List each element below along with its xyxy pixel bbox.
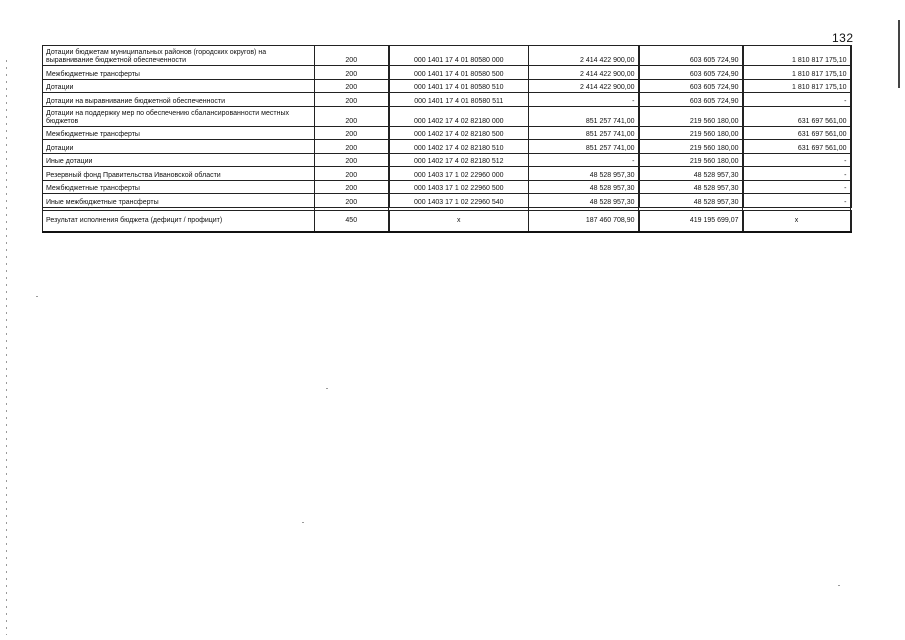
- row-kbk-cell: 000 1401 17 4 01 80580 000: [389, 46, 529, 66]
- row-kbk-cell: 000 1402 17 4 02 82180 510: [389, 140, 529, 154]
- row-approved-cell: 851 257 741,00: [529, 126, 639, 140]
- row-unexecuted-cell: 631 697 561,00: [743, 106, 851, 126]
- table-row: [43, 167, 851, 181]
- row-unexecuted-cell: -: [743, 180, 851, 194]
- row-name-cell: Дотации на поддержку мер по обеспечению сбалансированности местных бюджетов: [43, 106, 315, 126]
- row-unexecuted-cell: 1 810 817 175,10: [743, 66, 851, 80]
- scan-left-edge: [6, 60, 7, 635]
- total-executed-cell: 419 195 699,07: [639, 210, 743, 232]
- row-code-cell: 200: [315, 106, 389, 126]
- row-code-cell: 200: [315, 126, 389, 140]
- row-name-cell: Иные дотации: [43, 153, 315, 167]
- total-row: [43, 210, 851, 232]
- row-name-cell: Межбюджетные трансферты: [43, 126, 315, 140]
- scan-right-edge: [898, 20, 900, 88]
- page-number: 132: [832, 31, 854, 45]
- row-approved-cell: 48 528 957,30: [529, 194, 639, 208]
- row-unexecuted-cell: -: [743, 194, 851, 208]
- budget-execution-table: [42, 45, 852, 233]
- table-row: [43, 180, 851, 194]
- row-unexecuted-cell: -: [743, 93, 851, 107]
- scan-speck: [326, 388, 328, 389]
- row-kbk-cell: 000 1403 17 1 02 22960 000: [389, 167, 529, 181]
- row-name-cell: Резервный фонд Правительства Ивановской области: [43, 167, 315, 181]
- row-name-cell: Дотации: [43, 140, 315, 154]
- table-row: [43, 153, 851, 167]
- table-row: [43, 194, 851, 208]
- table-row: [43, 106, 851, 126]
- row-executed-cell: 603 605 724,90: [639, 66, 743, 80]
- row-executed-cell: 48 528 957,30: [639, 167, 743, 181]
- row-unexecuted-cell: -: [743, 167, 851, 181]
- row-approved-cell: 2 414 422 900,00: [529, 46, 639, 66]
- row-executed-cell: 603 605 724,90: [639, 79, 743, 93]
- row-name-cell: Иные межбюджетные трансферты: [43, 194, 315, 208]
- row-approved-cell: 48 528 957,30: [529, 167, 639, 181]
- row-executed-cell: 603 605 724,90: [639, 46, 743, 66]
- row-approved-cell: 2 414 422 900,00: [529, 66, 639, 80]
- row-approved-cell: 2 414 422 900,00: [529, 79, 639, 93]
- table-row: [43, 46, 851, 66]
- total-approved-cell: 187 460 708,90: [529, 210, 639, 232]
- row-code-cell: 200: [315, 153, 389, 167]
- scan-speck: [36, 296, 38, 297]
- row-unexecuted-cell: 1 810 817 175,10: [743, 79, 851, 93]
- row-kbk-cell: 000 1403 17 1 02 22960 540: [389, 194, 529, 208]
- row-kbk-cell: 000 1402 17 4 02 82180 000: [389, 106, 529, 126]
- scan-speck: [838, 585, 840, 586]
- row-name-cell: Дотации: [43, 79, 315, 93]
- row-approved-cell: 851 257 741,00: [529, 106, 639, 126]
- row-approved-cell: -: [529, 153, 639, 167]
- row-executed-cell: 48 528 957,30: [639, 180, 743, 194]
- row-executed-cell: 219 560 180,00: [639, 153, 743, 167]
- row-kbk-cell: 000 1401 17 4 01 80580 511: [389, 93, 529, 107]
- row-code-cell: 200: [315, 79, 389, 93]
- table-row: [43, 93, 851, 107]
- row-kbk-cell: 000 1403 17 1 02 22960 500: [389, 180, 529, 194]
- row-kbk-cell: 000 1402 17 4 02 82180 500: [389, 126, 529, 140]
- row-code-cell: 200: [315, 46, 389, 66]
- row-executed-cell: 219 560 180,00: [639, 106, 743, 126]
- row-kbk-cell: 000 1401 17 4 01 80580 500: [389, 66, 529, 80]
- row-name-cell: Межбюджетные трансферты: [43, 66, 315, 80]
- row-executed-cell: 219 560 180,00: [639, 126, 743, 140]
- total-unexecuted-cell: x: [743, 210, 851, 232]
- row-kbk-cell: 000 1401 17 4 01 80580 510: [389, 79, 529, 93]
- row-kbk-cell: 000 1402 17 4 02 82180 512: [389, 153, 529, 167]
- row-code-cell: 200: [315, 66, 389, 80]
- table-row: [43, 79, 851, 93]
- row-name-cell: Дотации на выравнивание бюджетной обеспеченности: [43, 93, 315, 107]
- row-unexecuted-cell: 631 697 561,00: [743, 140, 851, 154]
- row-unexecuted-cell: 1 810 817 175,10: [743, 46, 851, 66]
- row-unexecuted-cell: 631 697 561,00: [743, 126, 851, 140]
- row-name-cell: Межбюджетные трансферты: [43, 180, 315, 194]
- total-kbk-cell: x: [389, 210, 529, 232]
- total-code-cell: 450: [315, 210, 389, 232]
- table-row: [43, 126, 851, 140]
- scan-speck: [302, 522, 304, 523]
- row-code-cell: 200: [315, 140, 389, 154]
- row-executed-cell: 603 605 724,90: [639, 93, 743, 107]
- row-name-cell: Дотации бюджетам муниципальных районов (городских округов) на выравнивание бюджетной обеспеченности: [43, 46, 315, 66]
- table-row: [43, 140, 851, 154]
- table-row: [43, 66, 851, 80]
- table-body: [43, 46, 851, 233]
- row-approved-cell: 851 257 741,00: [529, 140, 639, 154]
- row-executed-cell: 48 528 957,30: [639, 194, 743, 208]
- row-code-cell: 200: [315, 180, 389, 194]
- row-code-cell: 200: [315, 194, 389, 208]
- row-code-cell: 200: [315, 93, 389, 107]
- row-unexecuted-cell: -: [743, 153, 851, 167]
- total-name-cell: Результат исполнения бюджета (дефицит / профицит): [43, 210, 315, 232]
- row-approved-cell: -: [529, 93, 639, 107]
- row-code-cell: 200: [315, 167, 389, 181]
- row-approved-cell: 48 528 957,30: [529, 180, 639, 194]
- row-executed-cell: 219 560 180,00: [639, 140, 743, 154]
